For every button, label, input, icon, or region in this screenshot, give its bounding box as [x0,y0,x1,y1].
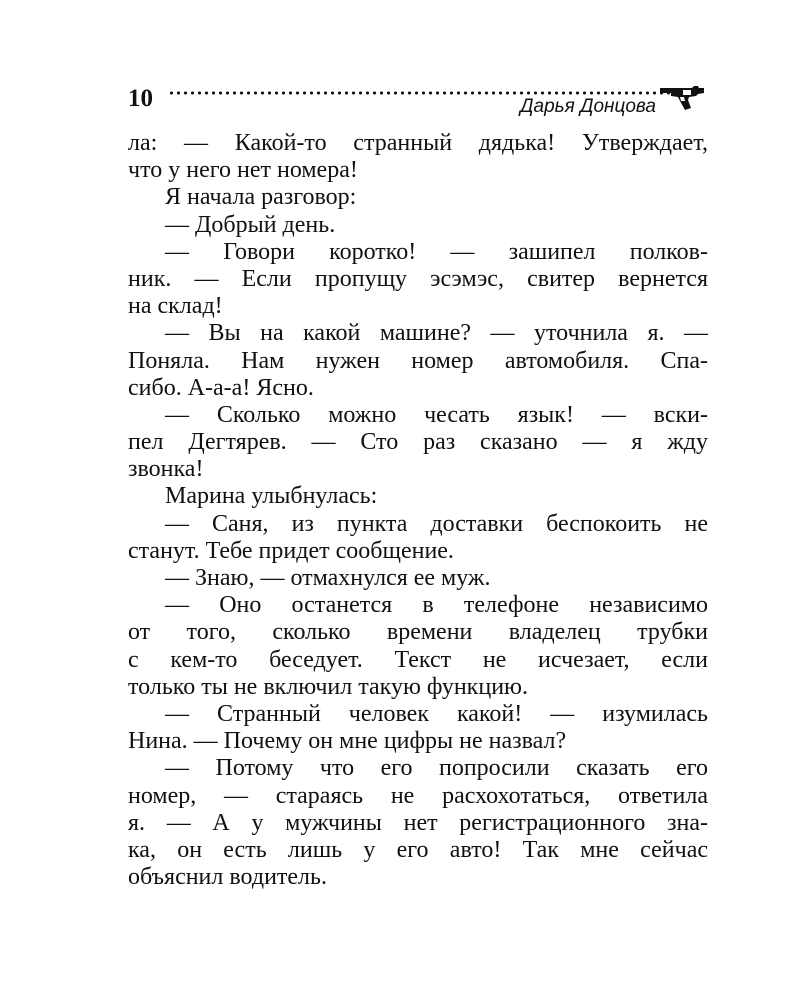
text-line: — Знаю, — отмахнулся ее муж. [165,565,491,591]
text-line: ка, он есть лишь у его авто! Так мне сейчас [128,836,708,863]
text-line: что у него нет номера! [128,157,358,184]
text-line: — Вы на какой машине? — уточнила я. — [165,320,708,347]
text-line: — Говори коротко! — зашипел полков- [165,238,708,265]
text-line: Я начала разговор: [165,184,357,211]
text-line: Марина улыбнулась: [165,483,378,510]
text-line: — Добрый день. [165,211,336,238]
text-line: Поняла. Нам нужен номер автомобиля. Спа- [128,347,708,374]
text-line: — Потому что его попросили сказать его [165,755,708,782]
text-line: звонка! [128,456,204,483]
text-line: ла: — Какой-то странный дядька! Утверждает, [128,130,708,156]
text-line: сибо. А-а-а! Ясно. [128,374,314,401]
page-header [128,82,708,118]
text-line: объяснил водитель. [128,864,327,891]
text-line: на склад! [128,293,223,320]
text-line: ник. — Если пропущу эсэмэс, свитер вернется [128,265,708,292]
text-line: — Саня, из пункта доставки беспокоить не [165,510,708,537]
text-line: пел Дегтярев. — Сто раз сказано — я жду [128,429,708,456]
text-line: номер, — стараясь не расхохотаться, ответила [128,782,708,809]
page-number: 10 [128,85,153,112]
text-line: станут. Тебе придет сообщение. [128,537,454,564]
text-line: — Странный человек какой! — изумилась [165,700,708,727]
text-line: только ты не включил такую функцию. [128,673,528,700]
text-line: я. — А у мужчины нет регистрационного зна- [128,809,708,836]
revolver-icon [658,82,708,112]
text-line: — Сколько можно чесать язык! — вски- [165,401,708,428]
text-line: с кем-то беседует. Текст не исчезает, если [128,646,708,673]
text-line: — Оно останется в телефоне независимо [165,592,708,619]
text-line: Нина. — Почему он мне цифры не назвал? [128,728,567,755]
running-head-author: Дарья Донцова [520,96,656,117]
text-line: от того, сколько времени владелец трубки [128,619,708,646]
body-text [128,130,708,891]
